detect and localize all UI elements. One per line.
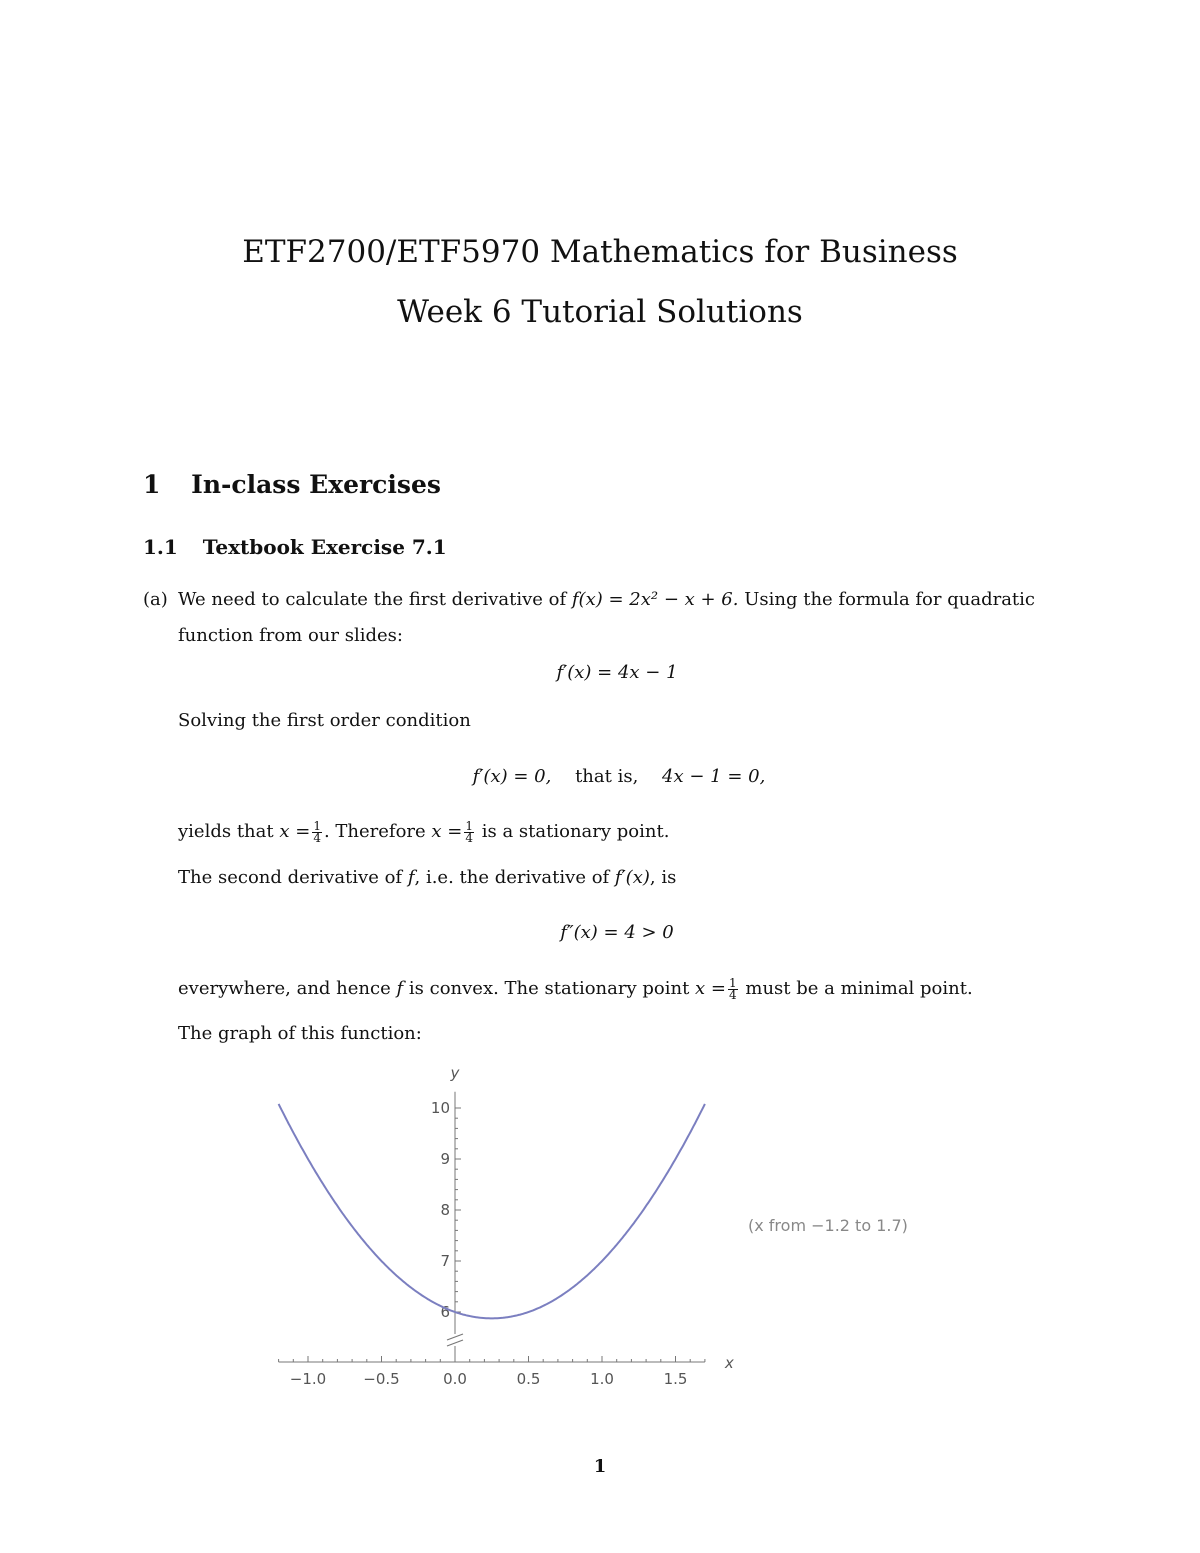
foc-mid: that is, bbox=[575, 766, 639, 787]
second-intro-3: , is bbox=[649, 867, 677, 888]
x-axis-label: x bbox=[724, 1354, 734, 1372]
intro-text-2: Using the formula for quadratic bbox=[744, 589, 1035, 610]
y-tick-label: 6 bbox=[440, 1303, 450, 1321]
y-tick-label: 10 bbox=[430, 1099, 450, 1117]
second-intro-fp: f′(x) bbox=[614, 867, 650, 888]
frac-num: 1 bbox=[465, 818, 474, 833]
x-tick-label: −1.0 bbox=[289, 1370, 327, 1388]
graph-intro: The graph of this function: bbox=[178, 1023, 422, 1044]
frac-den: 4 bbox=[729, 987, 737, 1002]
foc-right: 4x − 1 = 0, bbox=[662, 766, 766, 787]
second-intro-2: , i.e. the derivative of bbox=[414, 867, 610, 888]
part-a-intro-line2: function from our slides: bbox=[178, 625, 403, 646]
document-subtitle: Week 6 Tutorial Solutions bbox=[397, 294, 803, 330]
yields-text-3: is a stationary point. bbox=[481, 821, 670, 842]
section-number: 1 bbox=[143, 470, 161, 499]
axis-break-mark bbox=[447, 1334, 463, 1340]
second-intro-1: The second derivative of bbox=[178, 867, 403, 888]
equation-second-derivative: f″(x) = 4 > 0 bbox=[560, 922, 674, 943]
page-number: 1 bbox=[593, 1456, 607, 1477]
function-definition: f(x) = 2x² − x + 6. bbox=[571, 589, 739, 610]
range-note: (x from −1.2 to 1.7) bbox=[748, 1216, 908, 1235]
yields-text-2: . Therefore bbox=[323, 821, 426, 842]
x-tick-label: 1.0 bbox=[590, 1370, 614, 1388]
equation-first-derivative: f′(x) = 4x − 1 bbox=[556, 662, 678, 683]
document-title: ETF2700/ETF5970 Mathematics for Business bbox=[242, 234, 958, 270]
yields-x-2: x = bbox=[431, 821, 463, 842]
second-intro-f: f bbox=[407, 867, 415, 888]
y-axis-label: y bbox=[450, 1063, 460, 1082]
x-tick-label: 1.5 bbox=[663, 1370, 688, 1388]
part-a-label: (a) bbox=[143, 589, 168, 610]
frac-num: 1 bbox=[313, 818, 321, 833]
y-tick-label: 9 bbox=[440, 1150, 450, 1168]
x-tick-label: 0.0 bbox=[443, 1370, 467, 1388]
frac-num: 1 bbox=[729, 975, 737, 990]
convex-x: x = bbox=[695, 978, 726, 999]
yields-text-1: yields that bbox=[178, 821, 274, 842]
convex-text-1: everywhere, and hence bbox=[178, 978, 391, 999]
x-tick-label: 0.5 bbox=[516, 1370, 541, 1388]
y-tick-label: 7 bbox=[440, 1252, 450, 1270]
y-tick-label: 8 bbox=[440, 1201, 450, 1219]
foc-intro: Solving the first order condition bbox=[178, 710, 471, 731]
subsection-number: 1.1 bbox=[143, 535, 178, 559]
subsection-title: Textbook Exercise 7.1 bbox=[202, 535, 447, 559]
frac-den: 4 bbox=[465, 830, 474, 845]
convex-text-2: is convex. The stationary point bbox=[408, 978, 690, 999]
yields-x: x = bbox=[279, 821, 311, 842]
convex-text-3: must be a minimal point. bbox=[745, 978, 973, 999]
intro-text-1: We need to calculate the first derivative of bbox=[178, 589, 567, 610]
foc-left: f′(x) = 0, bbox=[472, 766, 552, 787]
axis-break-mark bbox=[447, 1340, 463, 1346]
function-curve bbox=[279, 1104, 705, 1319]
section-title: In-class Exercises bbox=[191, 470, 441, 499]
convex-f: f bbox=[396, 978, 404, 999]
frac-den: 4 bbox=[313, 830, 321, 845]
x-tick-label: −0.5 bbox=[363, 1370, 400, 1388]
